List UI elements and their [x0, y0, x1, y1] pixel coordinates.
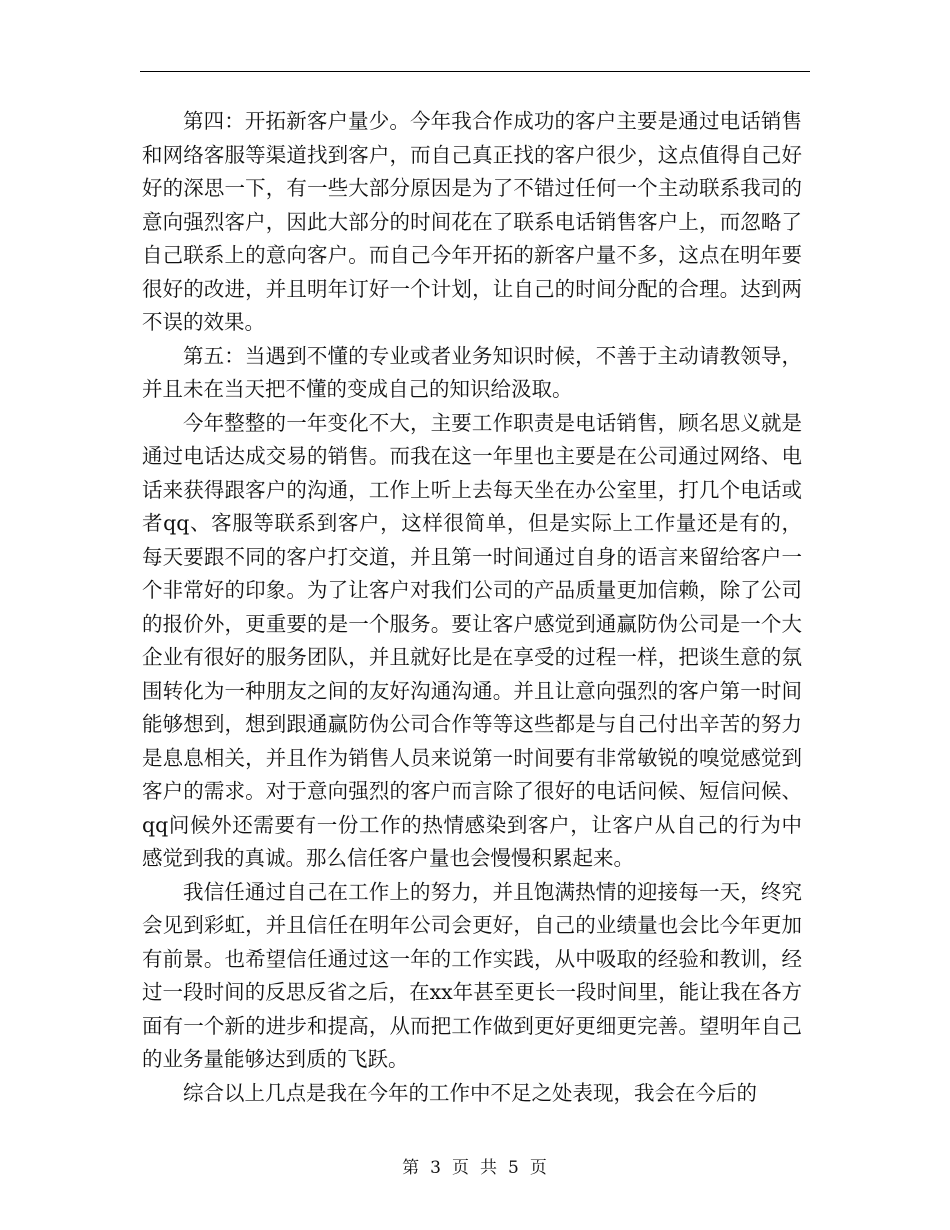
paragraph-outlook: 我信任通过自己在工作上的努力，并且饱满热情的迎接每一天，终究会见到彩虹，并且信任在明年公司会更好，自己的业绩量也会比今年更加有前景。也希望信任通过这一年的工作实践，从中吸取的经验和教训，经过一段时间的反思反省之后，在xx年甚至更长一段时间里，能让我在各方面有一个新的进步和提高，从而把工作做到更好更细更完善。望明年自己的业务量能够达到质的飞跃。: [142, 879, 802, 1071]
header-rule: [140, 71, 810, 72]
paragraph-yearly-work: 今年整整的一年变化不大，主要工作职责是电话销售，顾名思义就是通过电话达成交易的销售。而我在这一年里也主要是在公司通过网络、电话来获得跟客户的沟通，工作上听上去每天坐在办公室里，打几个电话或者qq、客服等联系到客户，这样很简单，但是实际上工作量还是有的，每天要跟不同的客户打交道，并且第一时间通过自身的语言来留给客户一个非常好的印象。为了让客户对我们公司的产品质量更加信赖，除了公司的报价外，更重要的是一个服务。要让客户感觉到通赢防伪公司是一个大企业有很好的服务团队，并且就好比是在享受的过程一样，把谈生意的氛围转化为一种朋友之间的友好沟通沟通。并且让意向强烈的客户第一时间能够想到，想到跟通赢防伪公司合作等等这些都是与自己付出辛苦的努力是息息相关，并且作为销售人员来说第一时间要有非常敏锐的嗅觉感觉到客户的需求。对于意向强烈的客户而言除了很好的电话问候、短信问候、qq问候外还需要有一份工作的热情感染到客户，让客户从自己的行为中感觉到我的真诚。那么信任客户量也会慢慢积累起来。: [142, 410, 802, 870]
footer-label-page-unit: 页: [452, 1158, 470, 1178]
footer-current-page: 3: [430, 1158, 442, 1178]
footer-label-total: 共: [480, 1158, 498, 1178]
paragraph-point-four: 第四：开拓新客户量少。今年我合作成功的客户主要是通过电话销售和网络客服等渠道找到客户，而自己真正找的客户很少，这点值得自己好好的深思一下，有一些大部分原因是为了不错过任何一个主动联系我司的意向强烈客户，因此大部分的时间花在了联系电话销售客户上，而忽略了自己联系上的意向客户。而自己今年开拓的新客户量不多，这点在明年要很好的改进，并且明年订好一个计划，让自己的时间分配的合理。达到两不误的效果。: [142, 109, 802, 334]
footer-label-total-unit: 页: [529, 1158, 548, 1178]
paragraph-point-five: 第五：当遇到不懂的专业或者业务知识时候，不善于主动请教领导，并且未在当天把不懂的变成自己的知识给汲取。: [142, 343, 802, 401]
document-body: [142, 105, 802, 1110]
page-footer: [0, 1153, 950, 1178]
footer-label-page: 第: [402, 1158, 421, 1178]
footer-total-pages: 5: [508, 1158, 520, 1178]
paragraph-summary: 综合以上几点是我在今年的工作中不足之处表现，我会在今后的: [183, 1080, 757, 1105]
